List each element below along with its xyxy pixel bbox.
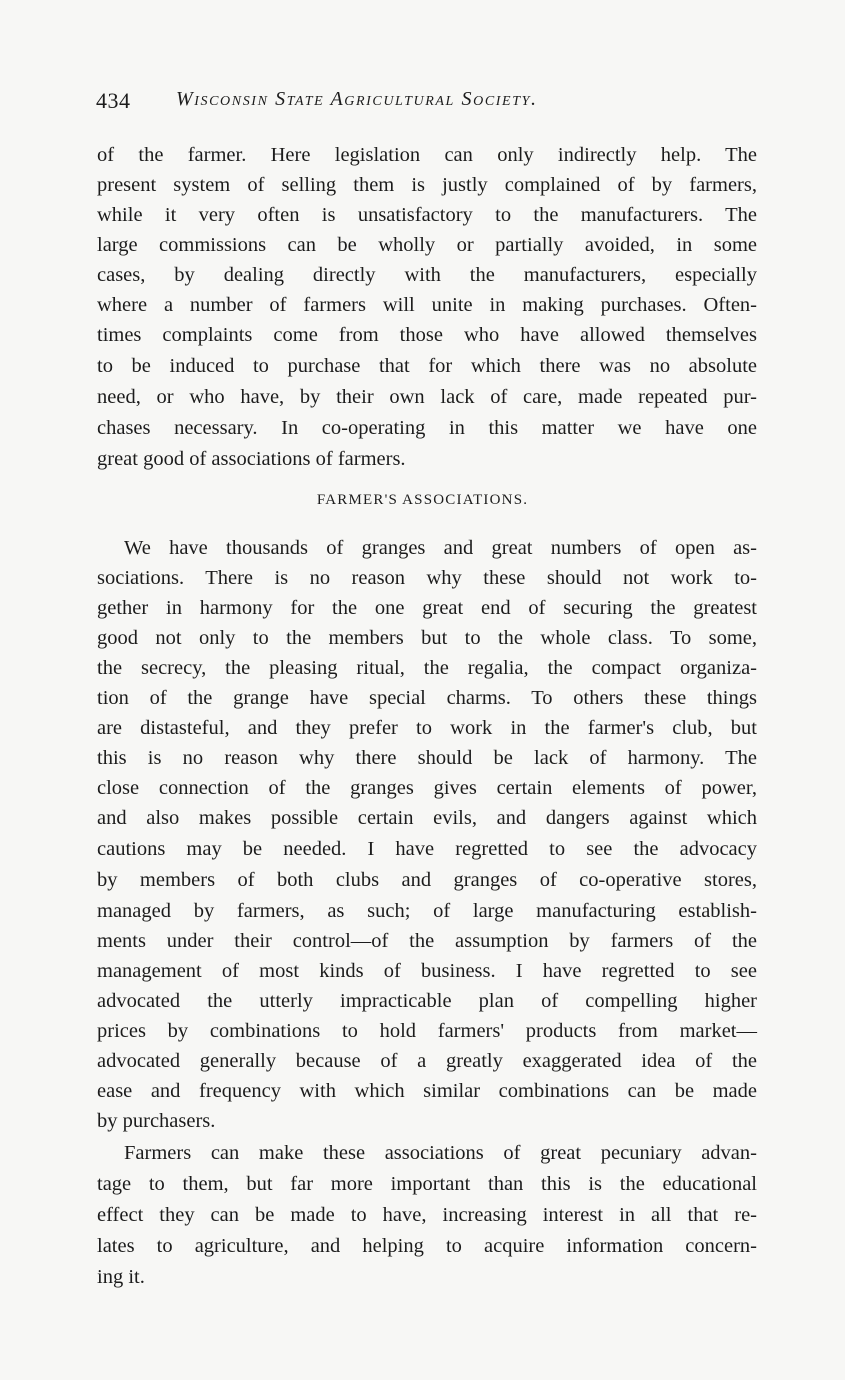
text-line: present system of selling them is justly complained of by farmers, xyxy=(97,174,757,196)
text-line: while it very often is unsatisfactory to the manufacturers. The xyxy=(97,204,757,226)
text-line: managed by farmers, as such; of large manufacturing establish- xyxy=(97,900,757,922)
text-line: ease and frequency with which similar combinations can be made xyxy=(97,1080,757,1102)
section-heading: FARMER'S ASSOCIATIONS. xyxy=(316,492,529,508)
text-line: sociations. There is no reason why these should not work to- xyxy=(97,567,757,589)
text-line: great good of associations of farmers. xyxy=(97,448,406,470)
text-line: of the farmer. Here legislation can only indirectly help. The xyxy=(97,144,757,166)
text-line: chases necessary. In co-operating in this matter we have one xyxy=(97,417,757,439)
text-line: We have thousands of granges and great numbers of open as- xyxy=(124,537,757,559)
text-line: large commissions can be wholly or partially avoided, in some xyxy=(97,234,757,256)
text-line: tage to them, but far more important than this is the educational xyxy=(97,1173,757,1195)
text-line: prices by combinations to hold farmers' products from market— xyxy=(97,1020,757,1042)
text-line: good not only to the members but to the whole class. To some, xyxy=(97,627,757,649)
text-line: times complaints come from those who have allowed themselves xyxy=(97,324,757,346)
text-line: gether in harmony for the one great end of securing the greatest xyxy=(97,597,757,619)
text-line: and also makes possible certain evils, and dangers against which xyxy=(97,807,757,829)
text-line: the secrecy, the pleasing ritual, the regalia, the compact organiza- xyxy=(97,657,757,679)
page-number: 434 xyxy=(96,88,131,113)
text-line: management of most kinds of business. I have regretted to see xyxy=(97,960,757,982)
text-line: advocated generally because of a greatly exaggerated idea of the xyxy=(97,1050,757,1072)
text-line: by members of both clubs and granges of co-operative stores, xyxy=(97,869,757,891)
text-line: cautions may be needed. I have regretted to see the advocacy xyxy=(97,838,757,860)
text-line: are distasteful, and they prefer to work in the farmer's club, but xyxy=(97,717,757,739)
text-line: tion of the grange have special charms. To others these things xyxy=(97,687,757,709)
text-line: this is no reason why there should be lack of harmony. The xyxy=(97,747,757,769)
text-line: effect they can be made to have, increasing interest in all that re- xyxy=(97,1204,757,1226)
text-line: ments under their control—of the assumption by farmers of the xyxy=(97,930,757,952)
text-line: by purchasers. xyxy=(97,1110,216,1132)
text-line: advocated the utterly impracticable plan of compelling higher xyxy=(97,990,757,1012)
text-line: need, or who have, by their own lack of care, made repeated pur- xyxy=(97,386,757,408)
running-title: Wisconsin State Agricultural Society. xyxy=(176,88,538,110)
text-line: ing it. xyxy=(97,1266,145,1288)
text-line: lates to agriculture, and helping to acquire information concern- xyxy=(97,1235,757,1257)
text-line: where a number of farmers will unite in making purchases. Often- xyxy=(97,294,757,316)
text-line: to be induced to purchase that for which there was no absolute xyxy=(97,355,757,377)
text-line: close connection of the granges gives certain elements of power, xyxy=(97,777,757,799)
text-line: Farmers can make these associations of great pecuniary advan- xyxy=(124,1142,757,1164)
text-line: cases, by dealing directly with the manufacturers, especially xyxy=(97,264,757,286)
page-header xyxy=(96,88,756,122)
